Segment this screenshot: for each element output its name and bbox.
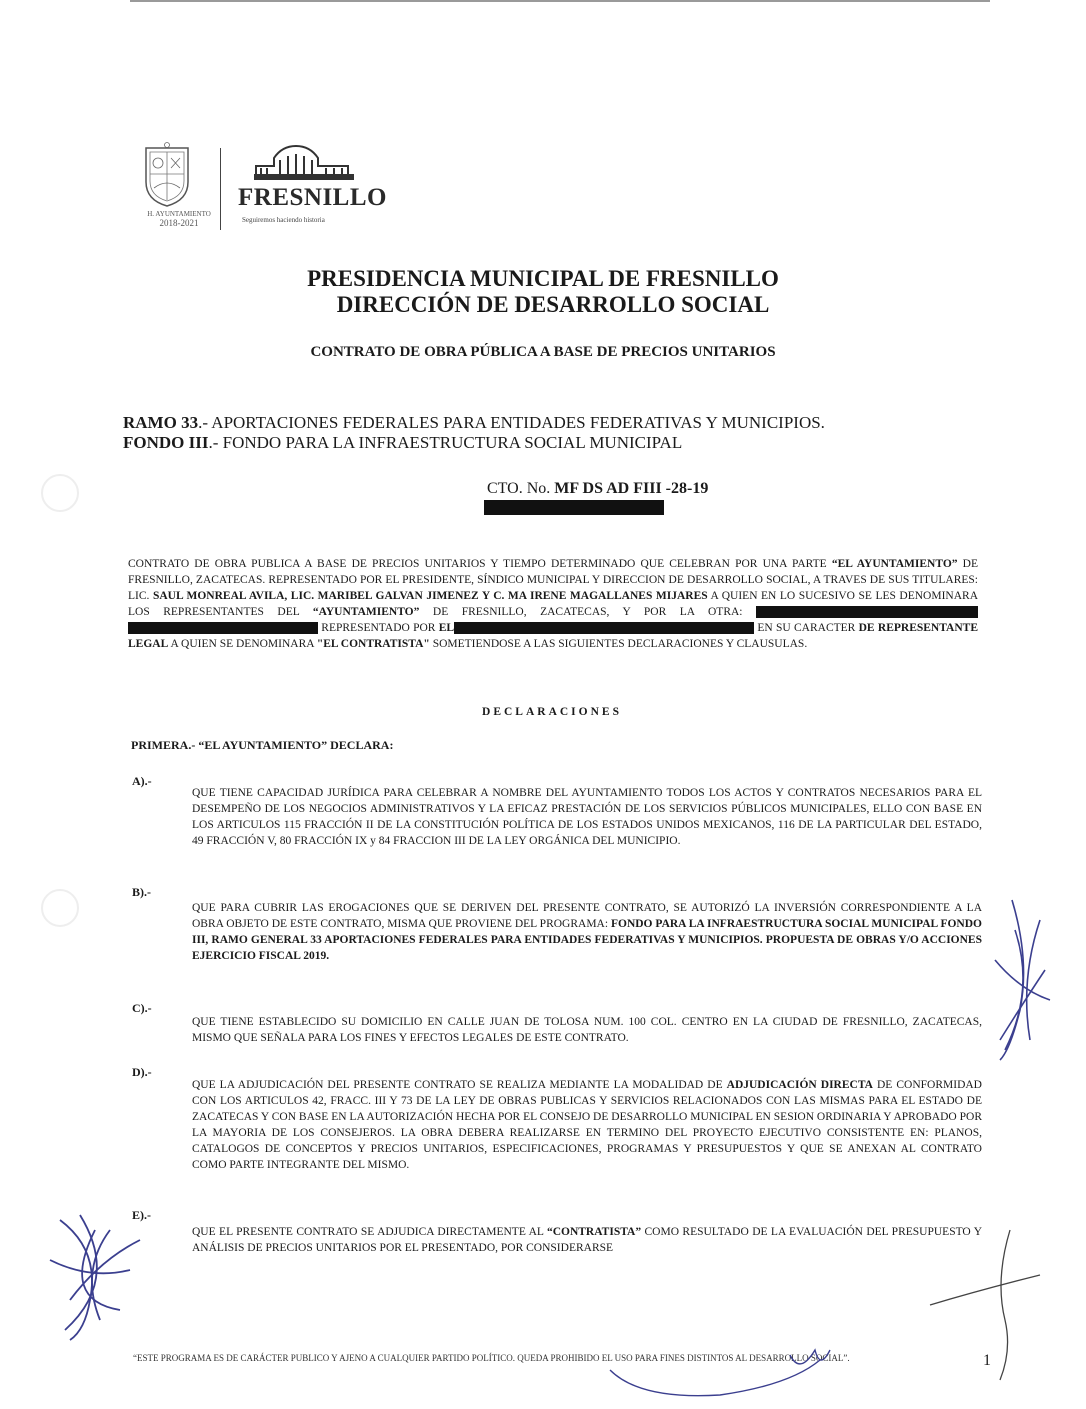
contract-type-title: CONTRATO DE OBRA PÚBLICA A BASE DE PRECIOS UNITARIOS xyxy=(310,344,776,360)
signature-left-icon xyxy=(50,1215,140,1340)
contract-number-prefix: CTO. No. xyxy=(487,480,555,497)
department-title: DIRECCIÓN DE DESARROLLO SOCIAL xyxy=(336,292,770,317)
clause-e-label: E).- xyxy=(132,1208,151,1222)
intro-text-8: SOMETIENDOSE A LAS SIGUIENTES DECLARACIONES Y CLAUSULAS. xyxy=(429,638,808,650)
intro-text-1: CONTRATO DE OBRA PUBLICA A BASE DE PRECIOS UNITARIOS Y TIEMPO DETERMINADO QUE CELEBRAN POR UNA PARTE xyxy=(128,558,832,570)
fondo-text: .- FONDO PARA LA INFRAESTRUCTURA SOCIAL MUNICIPAL xyxy=(208,433,683,452)
ramo-block xyxy=(123,413,825,453)
signature-right-icon xyxy=(995,900,1050,1060)
primera-heading: PRIMERA.- “EL AYUNTAMIENTO” DECLARA: xyxy=(131,738,394,752)
clause-b-text-1: QUE PARA CUBRIR LAS EROGACIONES QUE SE DERIVEN DEL PRESENTE CONTRATO, SE AUTORIZÓ LA INVERSIÓN CORRESPONDIENTE A LA OBRA OBJETO DE ESTE CONTRATO, MISMA QUE PROVIENE DEL PROGRAMA: xyxy=(192,902,982,930)
fondo-line xyxy=(123,433,825,453)
clause-b-text xyxy=(192,900,982,964)
logo-divider xyxy=(220,148,221,230)
intro-ayuntamiento-1: “EL AYUNTAMIENTO” xyxy=(831,558,958,570)
logo-tagline: Seguiremos haciendo historia xyxy=(242,216,325,224)
intro-contratista: "EL CONTRATISTA" xyxy=(316,638,430,650)
intro-text-5: REPRESENTADO POR xyxy=(318,622,439,634)
clause-d-text-1: QUE LA ADJUDICACIÓN DEL PRESENTE CONTRATO SE REALIZA MEDIANTE LA MODALIDAD DE xyxy=(192,1079,727,1091)
intro-text-7: A QUIEN SE DENOMINARA xyxy=(168,638,317,650)
contract-number xyxy=(487,480,708,498)
coat-of-arms-icon xyxy=(142,142,192,208)
punch-hole-icon xyxy=(42,890,78,926)
redaction-bar xyxy=(128,622,318,634)
clause-c-text: QUE TIENE ESTABLECIDO SU DOMICILIO EN CALLE JUAN DE TOLOSA NUM. 100 COL. CENTRO EN LA CIUDAD DE FRESNILLO, ZACATECAS, MISMO QUE SEÑALA PARA LOS FINES Y EFECTOS LEGALES DE ESTE CONTRATO. xyxy=(192,1016,982,1044)
scan-top-edge xyxy=(130,0,990,2)
clause-a-text: QUE TIENE CAPACIDAD JURÍDICA PARA CELEBRAR A NOMBRE DEL AYUNTAMIENTO TODOS LOS ACTOS Y CONTRATOS NECESARIOS PARA EL DESEMPEÑO DE LOS NEGOCIOS ADMINISTRATIVOS Y LA EFICAZ PRESTACIÓN DE LOS SERVICIOS PÚBLICOS MUNICIPALES, ELLO CON BASE EN LOS ARTICULOS 115 FRACCIÓN II DE LA CONSTITUCIÓN POLÍTICA DE LOS ESTADOS UNIDOS MEXICANOS, 116 DE LA PARTICULAR DEL ESTADO, 49 FRACCIÓN V, 80 FRACCIÓN IX y 84 FRACCION III DE LA LEY ORGÁNICA DEL MUNICIPIO. xyxy=(192,787,982,847)
intro-ayuntamiento-2: “AYUNTAMIENTO” xyxy=(312,606,420,618)
fresnillo-logotype: FRESNILLO xyxy=(238,184,387,211)
clause-c-label: C).- xyxy=(132,1001,152,1015)
intro-titulares: SAUL MONREAL AVILA, LIC. MARIBEL GALVAN JIMENEZ Y C. MA IRENE MAGALLANES MIJARES xyxy=(152,590,708,602)
clause-a-label: A).- xyxy=(132,774,152,788)
header-logos xyxy=(134,138,394,238)
ramo-line xyxy=(123,413,825,433)
fondo-label: FONDO III xyxy=(123,433,209,452)
declaraciones-heading: DECLARACIONES xyxy=(482,706,622,718)
clause-e-text xyxy=(192,1224,982,1256)
clause-b-label: B).- xyxy=(132,885,151,899)
redaction-bar xyxy=(484,500,664,515)
contract-number-value: MF DS AD FIII -28-19 xyxy=(554,480,709,497)
intro-paragraph xyxy=(128,556,978,652)
footer-note: “ESTE PROGRAMA ES DE CARÁCTER PUBLICO Y AJENO A CUALQUIER PARTIDO POLÍTICO. QUEDA PROHIBIDO EL USO PARA FINES DISTINTOS AL DESARROLLO SOCIAL”. xyxy=(133,1353,850,1363)
intro-text-2: DE FRESNILLO, ZACATECAS. REPRESENTADO POR EL PRESIDENTE, SÍNDICO MUNICIPAL Y DIRECCION DE DESARROLLO SOCIAL, A TRAVES DE SUS TITULARES: LIC. xyxy=(128,558,978,602)
clause-e-text-2: COMO RESULTADO DE LA EVALUACIÓN DEL PRESUPUESTO Y ANÁLISIS DE PRECIOS UNITARIOS POR EL PRESENTADO, POR CONSIDERARSE xyxy=(192,1226,982,1254)
page-title: PRESIDENCIA MUNICIPAL DE FRESNILLO xyxy=(307,266,779,291)
clause-e-text-1: QUE EL PRESENTE CONTRATO SE ADJUDICA DIRECTAMENTE AL xyxy=(192,1226,547,1238)
seal-caption-line-2: 2018-2021 xyxy=(159,218,199,228)
ramo-label: RAMO 33 xyxy=(123,413,199,432)
seal-caption-line-1: H. AYUNTAMIENTO xyxy=(147,210,211,218)
intro-text-4: DE FRESNILLO, ZACATECAS, Y POR LA OTRA: xyxy=(419,606,743,618)
seal-caption xyxy=(134,210,224,228)
clause-d-modalidad: ADJUDICACIÓN DIRECTA xyxy=(726,1079,873,1091)
ramo-text: .- APORTACIONES FEDERALES PARA ENTIDADES FEDERATIVAS Y MUNICIPIOS. xyxy=(198,413,825,432)
clause-d-label: D).- xyxy=(132,1065,152,1079)
intro-representante: DE REPRESENTANTE LEGAL xyxy=(128,622,978,650)
redaction-bar xyxy=(454,622,754,634)
clause-b-program: FONDO PARA LA INFRAESTRUCTURA SOCIAL MUNICIPAL FONDO III, RAMO GENERAL 33 APORTACIONES FEDERALES PARA ENTIDADES FEDERATIVAS Y MUNICIPIOS. PROPUESTA DE OBRAS Y/O ACCIONES EJERCICIO FISCAL 2019. xyxy=(192,918,982,962)
intro-text-3: A QUIEN EN LO SUCESIVO SE LES DENOMINARA LOS REPRESENTANTES DEL xyxy=(128,590,978,618)
punch-hole-icon xyxy=(42,475,78,511)
redaction-bar xyxy=(756,606,978,618)
intro-text-6: EN SU CARACTER xyxy=(754,622,859,634)
intro-el: EL xyxy=(438,622,455,634)
page-number: 1 xyxy=(983,1352,991,1369)
clause-d-text-2: DE CONFORMIDAD CON LOS ARTICULOS 42, FRACC. III Y 73 DE LA LEY DE OBRAS PUBLICAS Y SERVICIOS RELACIONADOS CON LAS MISMAS PARA EL ESTADO DE ZACATECAS Y CON BASE EN LA AUTORIZACIÓN HECHA POR EL CONSEJO DE DESARROLLO MUNICIPAL EN SESION ORDINARIA Y APROBADO POR LA MAYORIA DE LOS CONSEJEROS. LA OBRA DEBERA REALIZARSE EN TERMINO DEL PROYECTO EJECUTIVO CONSISTENTE EN: PLANOS, CATALOGOS DE CONCEPTOS Y PRECIOS UNITARIOS, ESPECIFICACIONES, PROGRAMAS Y PRESUPUESTOS Y QUE SE ANEXAN AL CONTRATO COMO PARTE INTEGRANTE DEL MISMO. xyxy=(192,1079,982,1171)
building-skyline-icon xyxy=(252,144,362,184)
clause-d-text xyxy=(192,1077,982,1173)
clause-e-contratista: “CONTRATISTA” xyxy=(546,1226,642,1238)
